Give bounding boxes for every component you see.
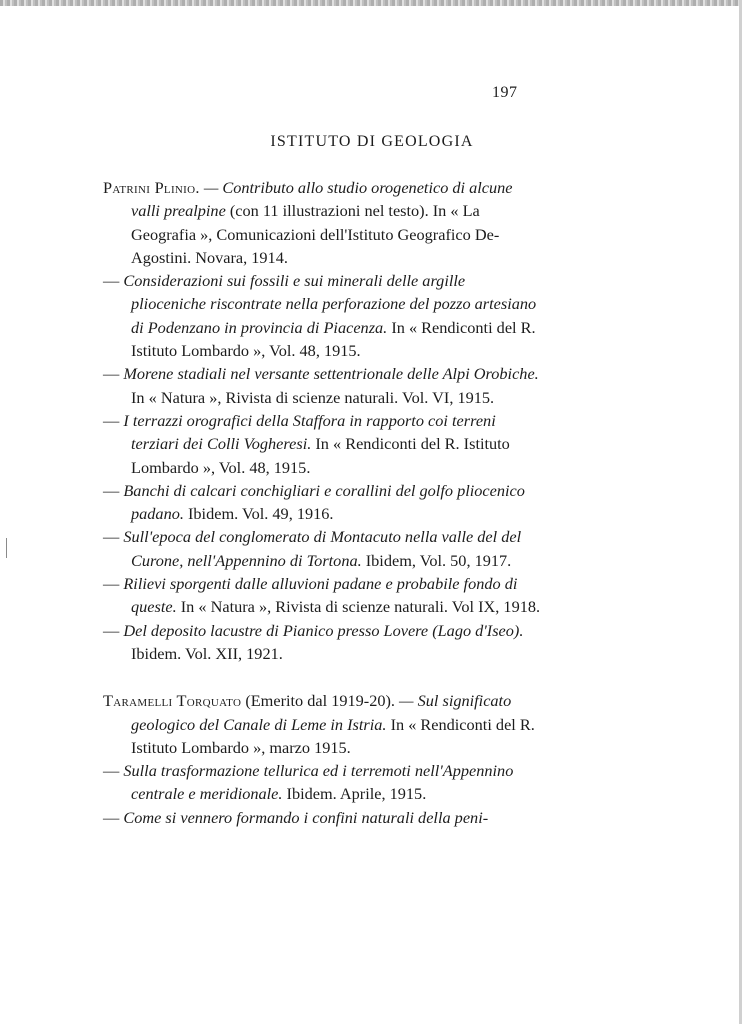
entry-citation: In « Rendiconti del R. Istituto Lombardo », Vol. 48, 1915. bbox=[131, 317, 536, 361]
bibliography-entry bbox=[103, 362, 543, 409]
entry-title: Banchi di calcari conchigliari e corallini del golfo pliocenico padano. bbox=[123, 480, 525, 524]
bibliography-entry bbox=[103, 525, 543, 572]
page-heading: ISTITUTO DI GEOLOGIA bbox=[270, 133, 474, 150]
binding-mark bbox=[0, 538, 7, 558]
entry-citation: Ibidem, Vol. 50, 1917. bbox=[361, 550, 512, 570]
bibliography bbox=[103, 176, 543, 853]
entry-title: Sulla trasformazione tellurica ed i terremoti nell'Appennino centrale e meridionale. bbox=[123, 761, 514, 804]
entry-dash: — bbox=[103, 410, 124, 430]
entry-title: I terrazzi orografici della Staffora in rapporto coi terreni terziari dei Colli Vogheresi. bbox=[123, 410, 496, 454]
bibliography-entry bbox=[103, 759, 543, 806]
entry-dash: — bbox=[103, 364, 124, 384]
bibliography-entry bbox=[103, 479, 543, 526]
bibliography-entry bbox=[103, 572, 543, 619]
author-section-patrini bbox=[103, 176, 543, 665]
author-name: Patrini Plinio. bbox=[103, 178, 200, 197]
author-note: (Emerito dal 1919-20). bbox=[241, 691, 395, 711]
entry-citation: In « Natura », Rivista di scienze naturali. Vol. VI, 1915. bbox=[131, 387, 495, 407]
bibliography-entry bbox=[103, 409, 543, 479]
author-name: Taramelli Torquato bbox=[103, 691, 242, 711]
entry-dash: — bbox=[103, 480, 124, 500]
entry-title: Del deposito lacustre di Pianico presso Lovere (Lago d'Iseo). bbox=[123, 620, 524, 640]
author-section-taramelli bbox=[103, 689, 543, 829]
page-top-edge bbox=[0, 0, 742, 6]
page-number: 197 bbox=[492, 84, 518, 101]
bibliography-entry bbox=[103, 689, 543, 759]
entry-citation: Ibidem. Vol. XII, 1921. bbox=[131, 643, 283, 663]
entry-citation: In « Rendiconti del R. Istituto Lombardo », Vol. 48, 1915. bbox=[131, 434, 510, 477]
entry-title: — Sul significato geologico del Canale di Leme in Istria. bbox=[131, 691, 512, 734]
entry-dash: — bbox=[103, 574, 124, 594]
entry-citation: (con 11 illustrazioni nel testo). In « La Geografia », Comunicazioni dell'Istituto Geografico De-Agostini. Novara, 1914. bbox=[131, 201, 500, 267]
entry-dash: — bbox=[103, 807, 124, 827]
entry-citation: In « Natura », Rivista di scienze naturali. Vol IX, 1918. bbox=[176, 597, 541, 617]
entry-dash: — bbox=[103, 271, 124, 291]
entry-citation: Ibidem. Vol. 49, 1916. bbox=[183, 504, 334, 524]
bibliography-entry bbox=[103, 269, 543, 362]
entry-title: Come si vennero formando i confini naturali della peni- bbox=[123, 807, 489, 827]
entry-title: Morene stadiali nel versante settentrionale delle Alpi Orobiche. bbox=[123, 364, 539, 384]
entry-dash: — bbox=[103, 620, 124, 640]
entry-dash: — bbox=[103, 761, 124, 781]
entry-title: Rilievi sporgenti dalle alluvioni padane e probabile fondo di queste. bbox=[123, 574, 518, 617]
entry-dash: — bbox=[103, 527, 124, 547]
entry-title: Considerazioni sui fossili e sui minerali delle argille plioceniche riscontrate nella perforazione del pozzo artesiano di Podenzano in provincia di Piacenza. bbox=[123, 271, 537, 337]
entry-title: Sull'epoca del conglomerato di Montacuto nella valle del del Curone, nell'Appennino di Tortona. bbox=[123, 527, 522, 570]
bibliography-entry bbox=[103, 619, 543, 666]
entry-citation: Ibidem. Aprile, 1915. bbox=[282, 784, 427, 804]
entry-title: — Contributo allo studio orogenetico di alcune valli prealpine bbox=[131, 178, 513, 221]
bibliography-entry bbox=[103, 806, 543, 829]
entry-citation: In « Rendiconti del R. Istituto Lombardo », marzo 1915. bbox=[131, 714, 535, 757]
bibliography-entry bbox=[103, 176, 543, 269]
